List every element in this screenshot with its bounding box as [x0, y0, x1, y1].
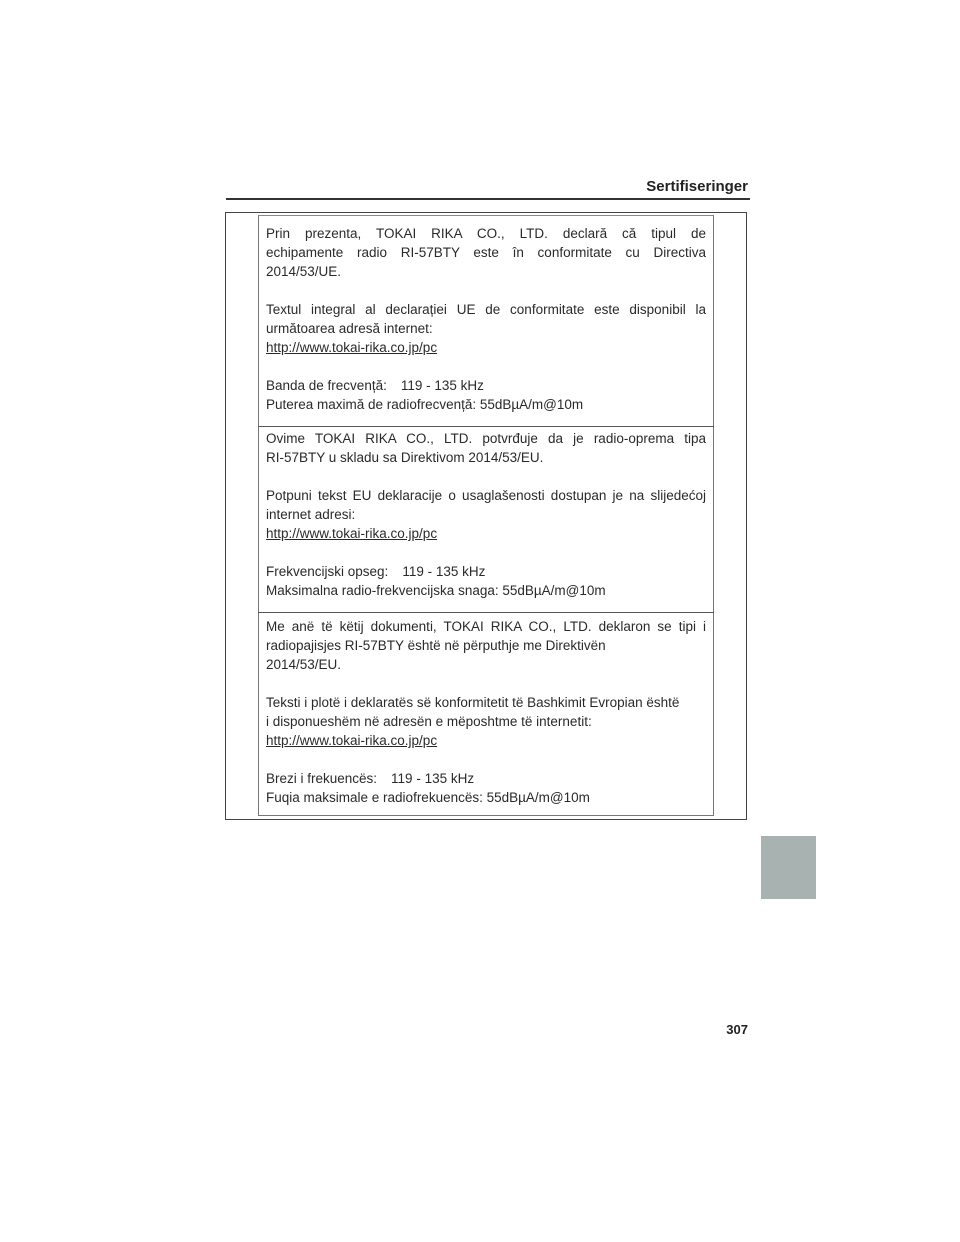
paragraph-line: Textul integral al declarației UE de conformitate este disponibil la: [266, 302, 706, 317]
paragraph-line: Me anë të këtij dokumenti, TOKAI RIKA CO., LTD. deklaron se tipi i: [266, 619, 706, 634]
frequency-line: [266, 376, 706, 395]
paragraph-line: Ovime TOKAI RIKA CO., LTD. potvrđuje da je radio-oprema tipa: [266, 431, 706, 446]
frequency-value: 119 - 135 kHz: [391, 771, 475, 786]
declaration-link[interactable]: http://www.tokai-rika.co.jp/pc: [266, 733, 438, 748]
frequency-value: 119 - 135 kHz: [402, 564, 486, 579]
paragraph-line: 2014/53/UE.: [266, 264, 342, 279]
frequency-label: Brezi i frekuencës:: [266, 771, 378, 786]
paragraph-line: i disponueshëm në adresën e mëposhtme të internetit:: [266, 714, 592, 729]
paragraph-line: radiopajisjes RI-57BTY është në përputhje me Direktivën: [266, 638, 606, 653]
page-number: 307: [726, 1022, 748, 1037]
paragraph-line: RI-57BTY u skladu sa Direktivom 2014/53/EU.: [266, 450, 544, 465]
frequency-line: [266, 769, 706, 788]
scan-border-top: [258, 215, 714, 216]
power-line: Puterea maximă de radiofrecvență: 55dBµA/m@10m: [266, 397, 584, 412]
scan-border-left: [258, 215, 259, 815]
frequency-label: Banda de frecvență:: [266, 378, 387, 393]
scan-border-right: [713, 215, 714, 815]
declaration-section-bosnian: [266, 429, 706, 600]
frequency-label: Frekvencijski opseg:: [266, 564, 389, 579]
chapter-side-tab: [761, 836, 816, 899]
paragraph-line: echipamente radio RI-57BTY este în conformitate cu Directiva: [266, 245, 706, 260]
power-line: Fuqia maksimale e radiofrekuencës: 55dBµA/m@10m: [266, 790, 590, 805]
page-header-title: Sertifiseringer: [646, 178, 748, 195]
frequency-value: 119 - 135 kHz: [400, 378, 484, 393]
declaration-link[interactable]: http://www.tokai-rika.co.jp/pc: [266, 340, 438, 355]
paragraph-line: internet adresi:: [266, 507, 356, 522]
paragraph-line: Prin prezenta, TOKAI RIKA CO., LTD. declară că tipul de: [266, 226, 706, 241]
scan-border-bottom: [258, 815, 714, 816]
declaration-section-romanian: [266, 224, 706, 414]
section-divider: [258, 612, 714, 613]
paragraph-line: 2014/53/EU.: [266, 657, 342, 672]
power-line: Maksimalna radio-frekvencijska snaga: 55dBµA/m@10m: [266, 583, 606, 598]
paragraph-line: Teksti i plotë i deklaratës së konformitetit të Bashkimit Evropian është: [266, 695, 680, 710]
paragraph-line: următoarea adresă internet:: [266, 321, 433, 336]
header-rule: [226, 198, 750, 200]
declaration-section-albanian: [266, 617, 706, 807]
declaration-link[interactable]: http://www.tokai-rika.co.jp/pc: [266, 526, 438, 541]
paragraph-line: Potpuni tekst EU deklaracije o usaglašenosti dostupan je na slijedećoj: [266, 488, 706, 503]
frequency-line: [266, 562, 706, 581]
section-divider: [258, 426, 714, 427]
